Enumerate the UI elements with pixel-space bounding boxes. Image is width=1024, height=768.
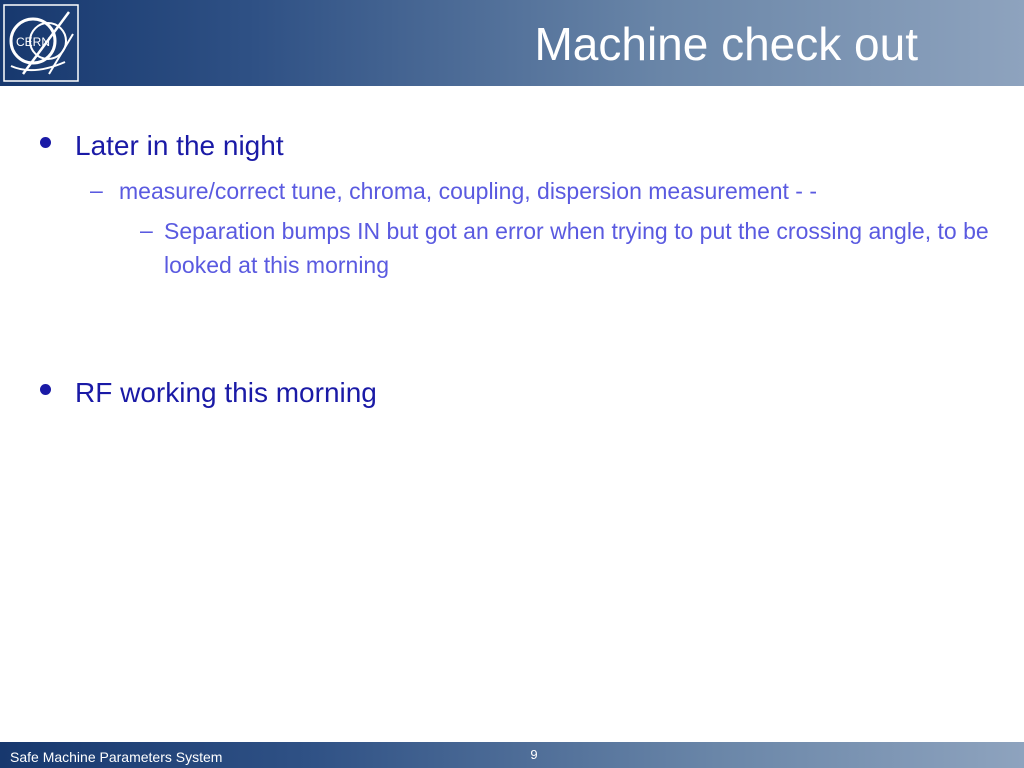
bullet-dot-icon bbox=[40, 384, 51, 395]
sub-bullet-text: measure/correct tune, chroma, coupling, dispersion measurement - - bbox=[119, 178, 817, 204]
bullet-dot-icon bbox=[40, 137, 51, 148]
slide-footer bbox=[0, 742, 1024, 768]
bullet-text: Later in the night bbox=[75, 130, 284, 161]
svg-text:CERN: CERN bbox=[15, 35, 51, 49]
dash-icon: – bbox=[140, 217, 153, 243]
footer-title: Safe Machine Parameters System bbox=[10, 749, 223, 765]
bullet-text: RF working this morning bbox=[75, 377, 377, 408]
slide-header bbox=[0, 0, 1024, 86]
page-number: 9 bbox=[530, 747, 538, 762]
sub-sub-bullet-text: Separation bumps IN but got an error when trying to put the crossing angle, to be looked at this morning bbox=[164, 218, 989, 278]
slide-title: Machine check out bbox=[534, 18, 918, 70]
dash-icon: – bbox=[90, 177, 103, 203]
